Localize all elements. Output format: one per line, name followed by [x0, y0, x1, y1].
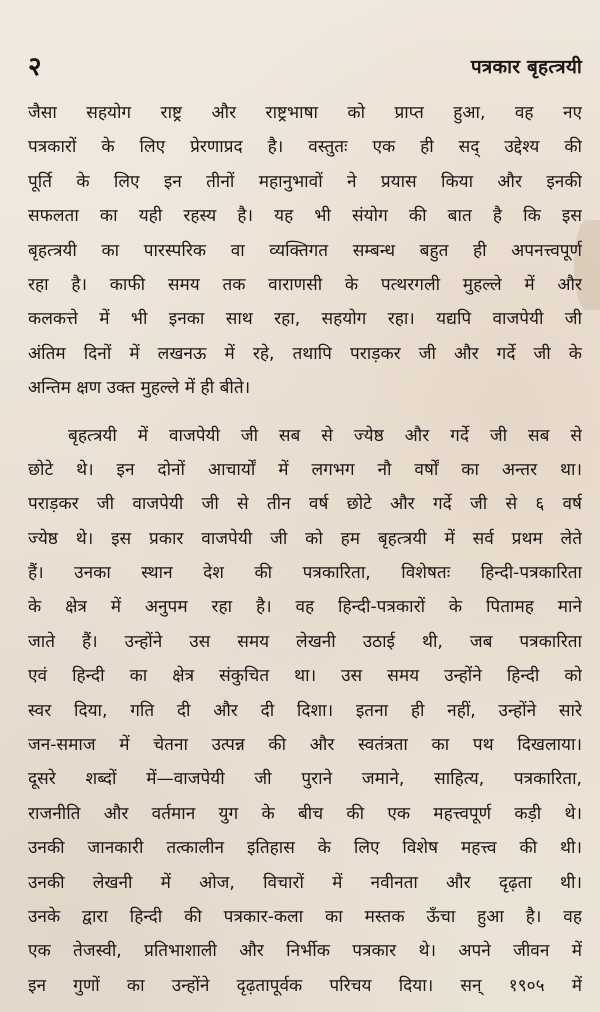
text-line: उनके द्वारा हिन्दी की पत्रकार-कला का मस्तक ऊँचा हुआ है। वह [28, 906, 582, 927]
text-line: उनकी जानकारी तत्कालीन इतिहास के लिए विशेष महत्त्व की थी। [28, 838, 582, 859]
text-line: अंतिम दिनों में लखनऊ में रहे, तथापि पराड़कर जी और गर्दे जी के [28, 343, 582, 364]
text-line: कलकत्ते में भी इनका साथ रहा, सहयोग रहा। यद्यपि वाजपेयी जी [28, 309, 582, 330]
text-line: के क्षेत्र में अनुपम रहा है। वह हिन्दी-पत्रकारों के पितामह माने [28, 597, 582, 618]
text-line: जन-समाज में चेतना उत्पन्न की और स्वतंत्रता का पथ दिखलाया। [28, 735, 582, 756]
text-line: अन्तिम क्षण उक्त मुहल्ले में ही बीते। [28, 378, 251, 399]
text-line: जैसा सहयोग राष्ट्र और राष्ट्रभाषा को प्राप्त हुआ, वह नए [28, 103, 582, 123]
paragraph-2 [28, 419, 582, 1004]
text-line: बृहत्त्रयी में वाजपेयी जी सब से ज्येष्ठ और गर्दे जी सब से [68, 425, 582, 446]
page-header [28, 52, 582, 82]
paragraph-gap [28, 406, 582, 419]
running-head: पत्रकार बृहत्त्रयी [470, 55, 582, 78]
text-line: एवं हिन्दी का क्षेत्र संकुचित था। उस समय उन्होंने हिन्दी को [28, 666, 582, 687]
text-line: इन गुणों का उन्होंने दृढ़तापूर्वक परिचय दिया। सन् १९०५ में [28, 975, 582, 996]
text-line: उनकी लेखनी में ओज, विचारों में नवीनता और दृढ़ता थी। [28, 872, 582, 893]
page-body [28, 96, 582, 1003]
text-line: ज्येष्ठ थे। इस प्रकार वाजपेयी जी को हम बृहत्त्रयी में सर्व प्रथम लेते [28, 528, 582, 549]
text-line: स्वर दिया, गति दी और दी दिशा। इतना ही नहीं, उन्होंने सारे [28, 700, 582, 721]
text-line: राजनीति और वर्तमान युग के बीच की एक महत्त्वपूर्ण कड़ी थे। [28, 803, 582, 824]
text-line: पूर्ति के लिए इन तीनों महानुभावों ने प्रयास किया और इनकी [28, 171, 582, 192]
text-line: दूसरे शब्दों में—वाजपेयी जी पुराने जमाने, साहित्य, पत्रकारिता, [28, 769, 582, 790]
text-line: छोटे थे। इन दोनों आचार्यों में लगभग नौ वर्षों का अन्तर था। [28, 459, 582, 480]
text-line: बृहत्त्रयी का पारस्परिक वा व्यक्तिगत सम्बन्ध बहुत ही अपनत्त्वपूर्ण [28, 240, 582, 261]
page-number: २ [28, 52, 42, 82]
paragraph-1 [28, 96, 582, 406]
text-line: पत्रकारों के लिए प्रेरणाप्रद है। वस्तुतः एक ही सद् उद्देश्य की [28, 137, 582, 158]
text-line: एक तेजस्वी, प्रतिभाशाली और निर्भीक पत्रकार थे। अपने जीवन में [28, 941, 582, 962]
text-line: रहा है। काफी समय तक वाराणसी के पत्थरगली मुहल्ले में और [28, 274, 582, 295]
text-line: जाते हैं। उन्होंने उस समय लेखनी उठाई थी, जब पत्रकारिता [28, 631, 582, 652]
text-line: पराड़कर जी वाजपेयी जी से तीन वर्ष छोटे और गर्दे जी से ६ वर्ष [28, 494, 582, 515]
text-line: सफलता का यही रहस्य है। यह भी संयोग की बात है कि इस [28, 206, 582, 227]
text-line: हैं। उनका स्थान देश की पत्रकारिता, विशेषतः हिन्दी-पत्रकारिता [28, 563, 582, 584]
